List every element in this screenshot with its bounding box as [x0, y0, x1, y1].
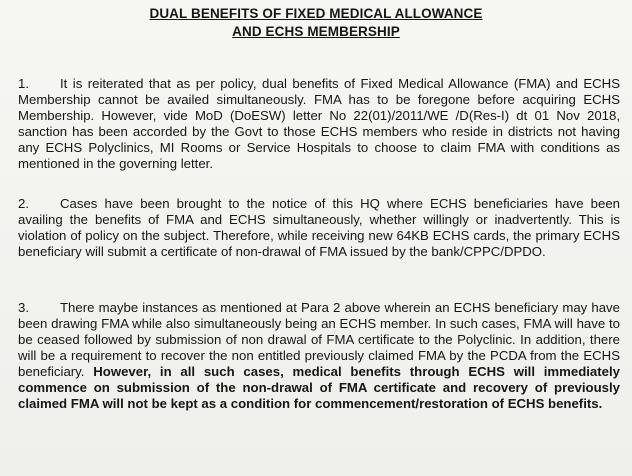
paragraph-1-number: 1. [18, 76, 29, 91]
paragraph-3-bold-text: However, in all such cases, medical benefits through ECHS will immediately commence on submission of the non-drawal of FMA certificate and recovery of previously claimed FMA will not be kept as a condition for commencement/restoration of ECHS benefits. [18, 364, 620, 411]
paragraph-1 [18, 76, 620, 172]
document-title-line-1: DUAL BENEFITS OF FIXED MEDICAL ALLOWANCE [149, 6, 483, 21]
paragraph-2 [18, 196, 620, 260]
paragraph-2-number: 2. [18, 196, 29, 211]
paragraph-1-text: It is reiterated that as per policy, dual benefits of Fixed Medical Allowance (FMA) and ECHS Membership cannot be availed simultaneously. FMA has to be foregone before acquiring ECHS Membership. However, vide MoD (DoESW) letter No 22(01)/2011/WE /D(Res-I) dt 01 Nov 2018, sanction has been accorded by the Govt to those ECHS members who reside in districts not having any ECHS Polyclinics, MI Rooms or Service Hospitals to choose to claim FMA with conditions as mentioned in the governing letter. [18, 76, 620, 171]
paragraph-3 [18, 300, 620, 412]
paragraph-2-text: Cases have been brought to the notice of this HQ where ECHS beneficiaries have been availing the benefits of FMA and ECHS simultaneously, whether willingly or inadvertently. This is violation of policy on the subject. Therefore, while receiving new 64KB ECHS cards, the primary ECHS beneficiary will submit a certificate of non-drawal of FMA issued by the bank/CPPC/DPDO. [18, 196, 620, 259]
paragraph-3-text: There maybe instances as mentioned at Para 2 above wherein an ECHS beneficiary may have been drawing FMA while also simultaneously being an ECHS member. In such cases, FMA will have to be ceased followed by submission of non drawal of FMA certificate to the Polyclinic. In addition, there will be a requirement to recover the non entitled previously claimed FMA by the PCDA from the ECHS beneficiary. [18, 300, 620, 379]
paragraph-3-number: 3. [18, 300, 29, 315]
document-title-line-2: AND ECHS MEMBERSHIP [232, 24, 400, 39]
